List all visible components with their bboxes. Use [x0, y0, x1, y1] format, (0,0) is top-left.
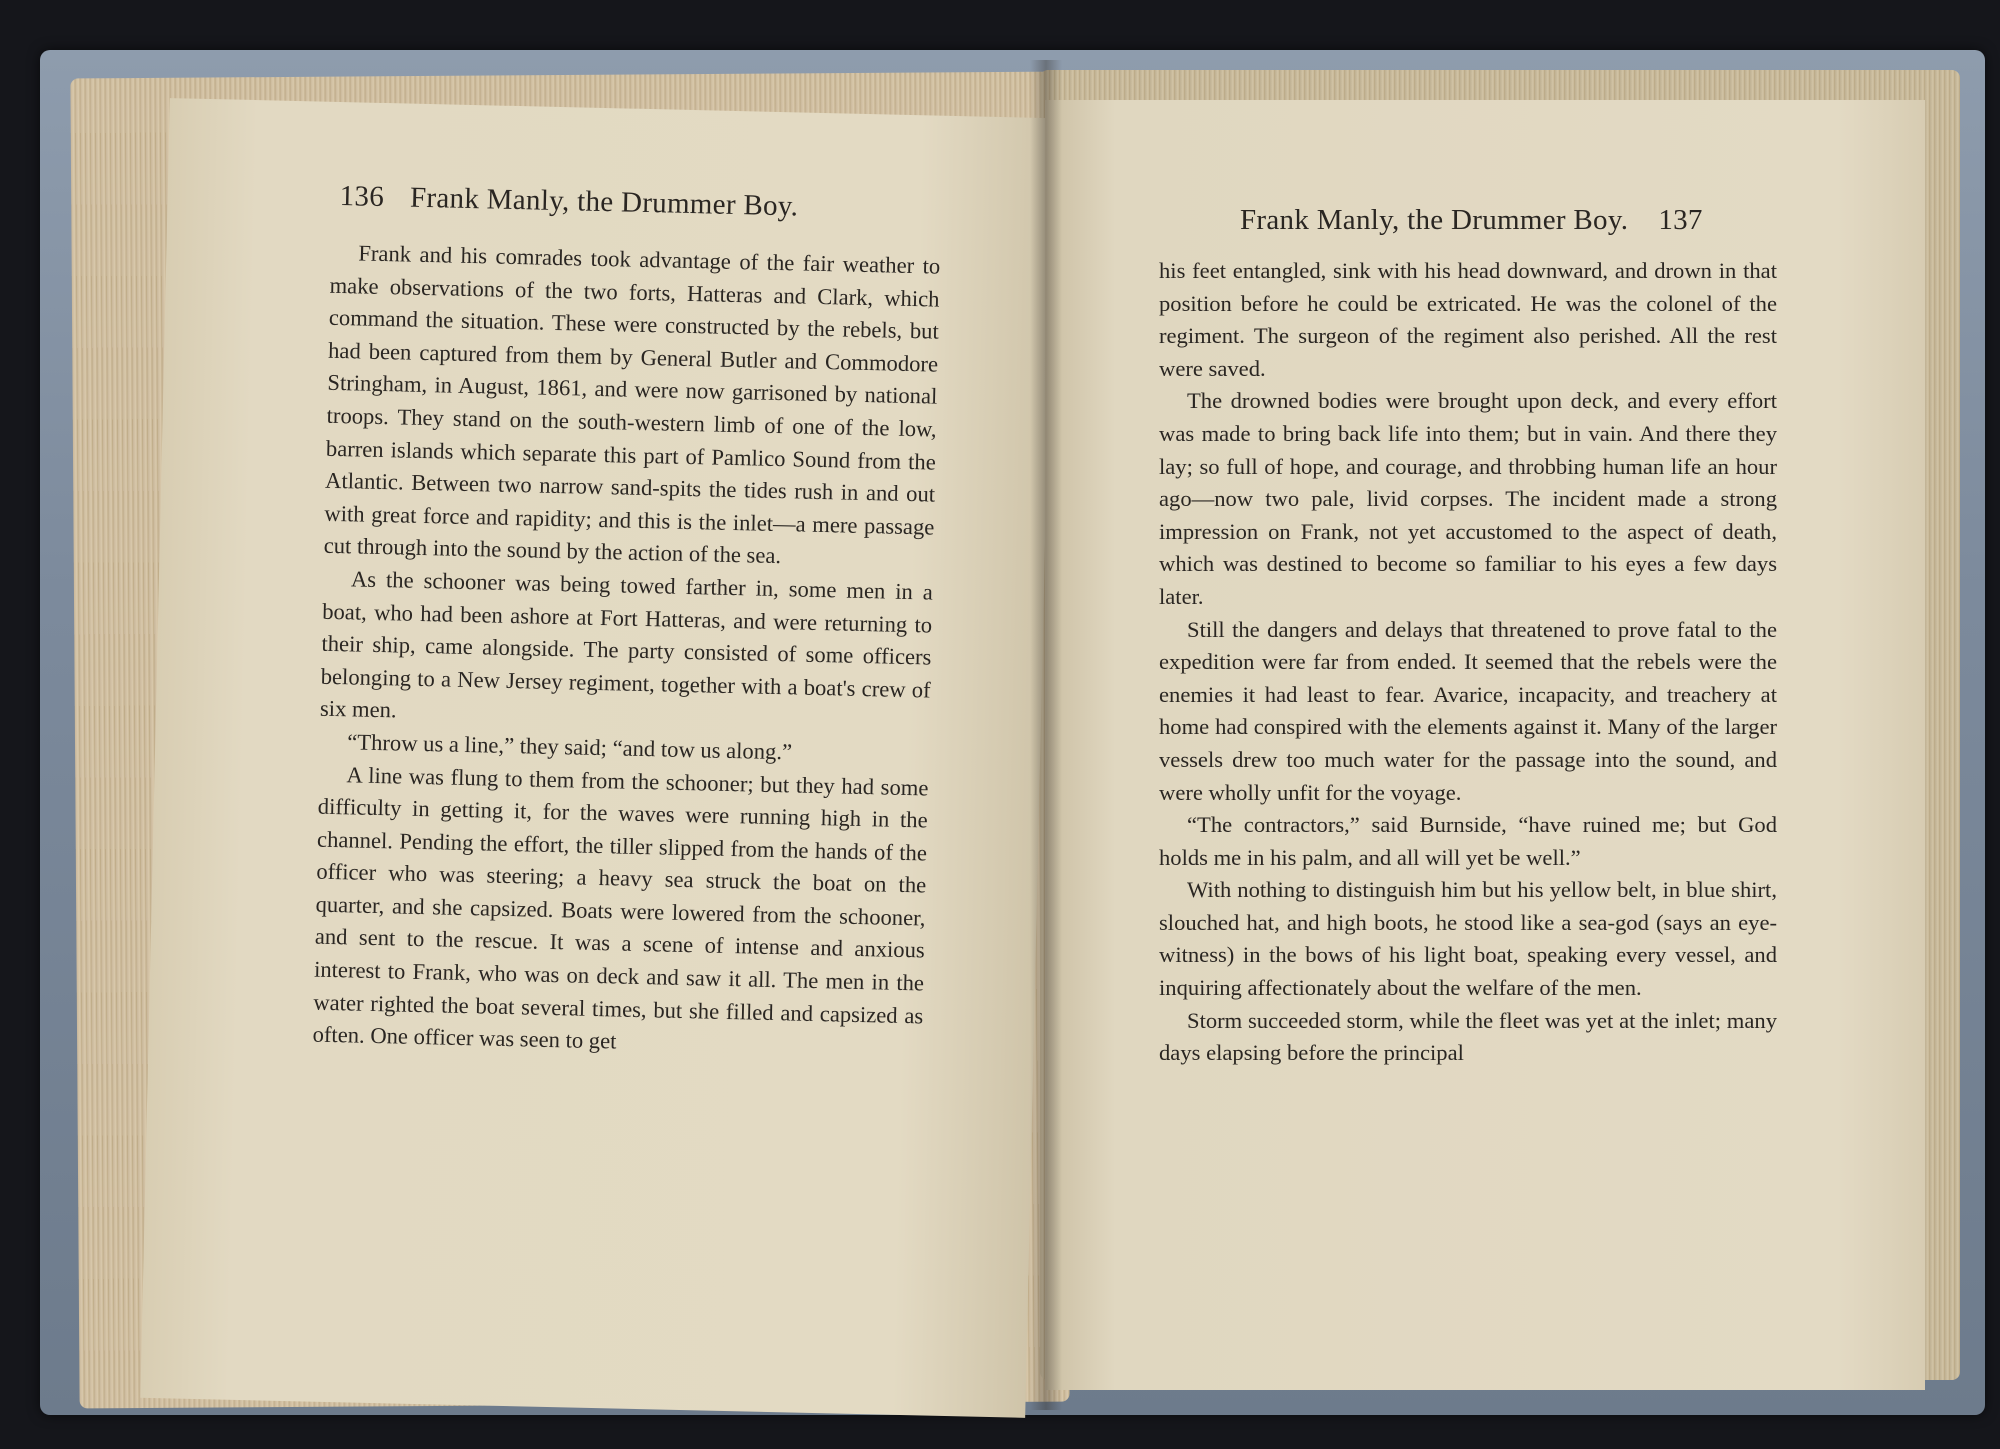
paragraph: his feet entangled, sink with his head downward, and drown in that position before he could be extricated. He was the colonel of the regiment. The surgeon of the regiment also perished. All the rest were saved.	[1159, 258, 1777, 381]
left-running-head	[339, 180, 798, 223]
left-running-title: Frank Manly, the Drummer Boy.	[409, 181, 799, 223]
paragraph: Storm succeeded storm, while the fleet was yet at the inlet; many days elapsing before the principal	[1159, 1007, 1777, 1066]
paragraph: “Throw us a line,” they said; “and tow us along.”	[347, 729, 793, 765]
right-page	[1045, 100, 1925, 1390]
left-page-number: 136	[339, 180, 385, 214]
right-running-title: Frank Manly, the Drummer Boy.	[1240, 204, 1629, 236]
paragraph: With nothing to distinguish him but his yellow belt, in blue shirt, slouched hat, and high boots, he stood like a sea-god (says an eye-witness) in the bows of his light boat, speaking every vessel, and inquiring affectionately about the welfare of the men.	[1159, 877, 1777, 1001]
paragraph: “The contractors,” said Burnside, “have ruined me; but God holds me in his palm, and all will yet be well.”	[1159, 812, 1777, 870]
paragraph: As the schooner was being towed farther in, some men in a boat, who had been ashore at Fort Hatteras, and were returning to their ship, came alongside. The party consisted of some officers belonging to a New Jersey regiment, together with a boat's crew of six men.	[319, 566, 934, 723]
paragraph: Still the dangers and delays that threatened to prove fatal to the expedition were far from ended. It seemed that the rebels were the enemies it had least to fear. Avarice, incapacity, and treachery at home had conspired with the elements against it. Many of the larger vessels drew too much water for the passage into the sound, and were wholly unfit for the voyage.	[1159, 616, 1777, 805]
paragraph: A line was flung to them from the schooner; but they had some difficulty in getting it, for the waves were running high in the channel. Pending the effort, the tiller slipped from the hands of the officer who was steering; a heavy sea struck the boat on the quarter, and she capsized. Boats were lowered from the schooner, and sent to the rescue. It was a scene of intense and anxious interest to Frank, who was on deck and saw it all. The men in the water righted the boat several times, but she filled and capsized as often. One officer was seen to get	[312, 761, 929, 1054]
left-page	[140, 98, 1054, 1418]
right-running-head	[1240, 204, 1703, 237]
right-page-number: 137	[1658, 204, 1703, 236]
left-page-text	[312, 237, 940, 1065]
right-page-text	[1159, 255, 1777, 1070]
paragraph: Frank and his comrades took advantage of the fair weather to make observations of the two forts, Hatteras and Clark, which command the situation. These were constructed by the rebels, but had been captured from them by General Butler and Commodore Stringham, in August, 1861, and were now garrisoned by national troops. They stand on the south-western limb of one of the low, barren islands which separate this part of Pamlico Sound from the Atlantic. Between two narrow sand-spits the tides rush in and out with great force and rapidity; and this is the inlet—a mere passage cut through into the sound by the action of the sea.	[323, 240, 941, 569]
book-gutter	[1030, 60, 1062, 1410]
paragraph: The drowned bodies were brought upon deck, and every effort was made to bring back life into them; but in vain. And there they lay; so full of hope, and courage, and throbbing human life an hour ago—now two pale, livid corpses. The incident made a strong impression on Frank, not yet accustomed to the aspect of death, which was destined to become so familiar to his eyes a few days later.	[1159, 388, 1777, 609]
